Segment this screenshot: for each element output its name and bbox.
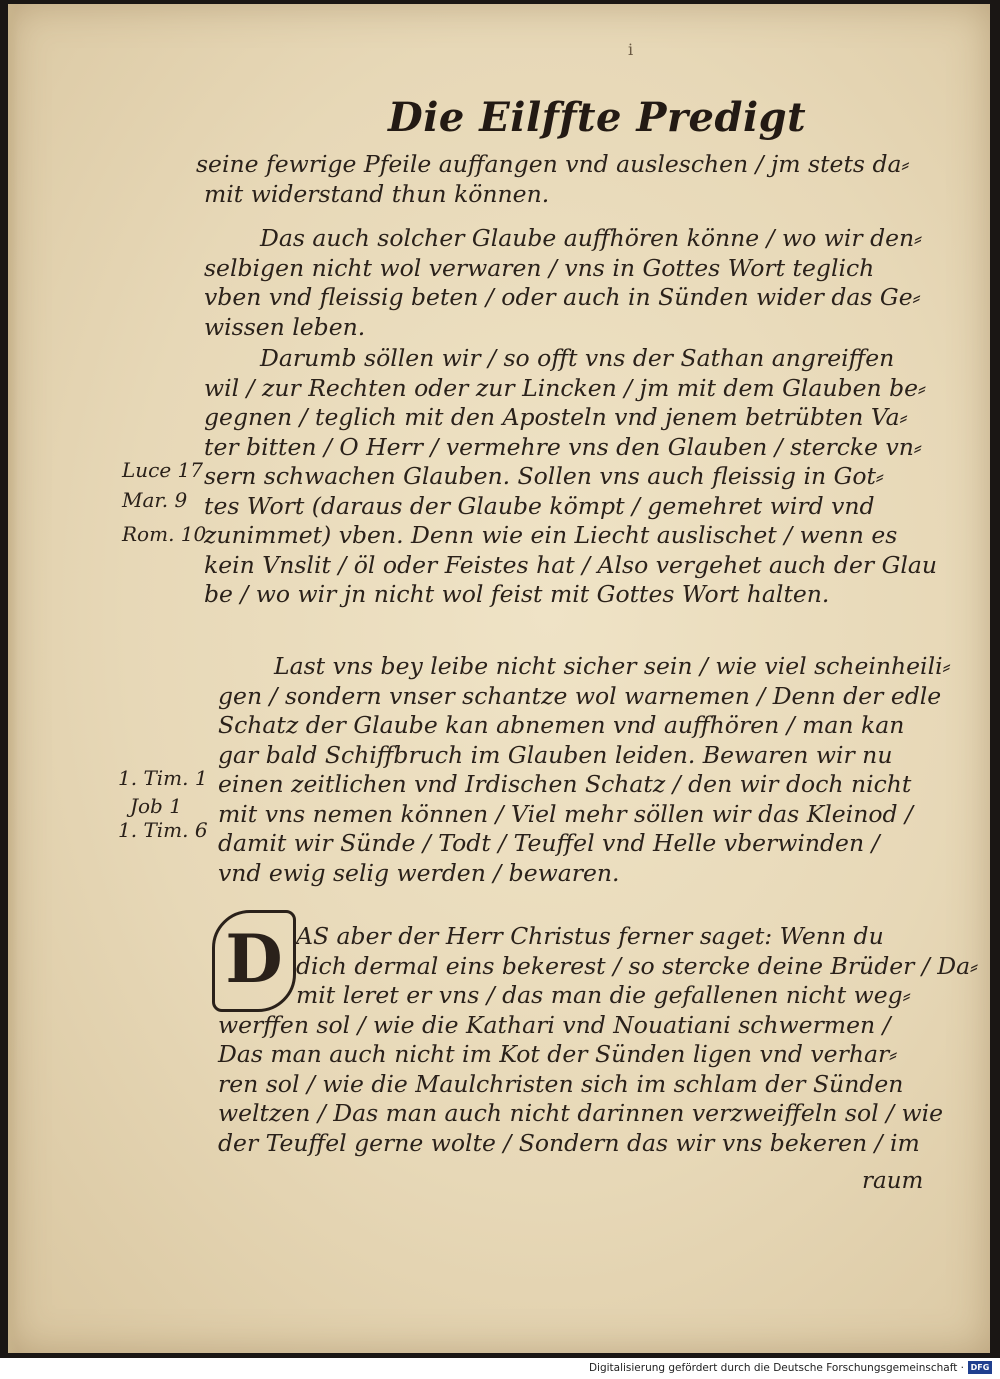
text-line: werffen sol / wie die Kathari vnd Nouatiani schwermen /: [218, 1010, 891, 1039]
text-line: vnd ewig selig werden / bewaren.: [218, 858, 620, 887]
paragraph-3: [196, 344, 936, 610]
text-line: mit widerstand thun können.: [204, 179, 550, 208]
paragraph-4: [196, 652, 951, 888]
catchword: raum: [862, 1168, 924, 1194]
text-line: Das auch solcher Glaube auffhören könne / wo wir den⸗: [260, 224, 923, 252]
dfg-logo-icon[interactable]: DFG: [968, 1361, 992, 1374]
text-line: sern schwachen Glauben. Sollen vns auch fleissig in Got⸗: [204, 462, 884, 490]
text-line: vben vnd fleissig beten / oder auch in Sünden wider das Ge⸗: [204, 283, 921, 311]
text-line: damit wir Sünde / Todt / Teuffel vnd Helle vberwinden /: [218, 829, 880, 857]
text-line: Das man auch nicht im Kot der Sünden ligen vnd verhar⸗: [218, 1040, 898, 1068]
page-edge-shadow: [8, 4, 18, 1353]
decorated-initial: D: [212, 910, 296, 1012]
footer-bar: [0, 1358, 1000, 1379]
text-line: tes Wort (daraus der Glaube kömpt / gemehret wird vnd: [204, 491, 875, 520]
text-line: be / wo wir jn nicht wol feist mit Gottes Wort halten.: [204, 580, 830, 608]
text-line: wissen leben.: [204, 312, 366, 341]
paragraph-1: [196, 150, 936, 209]
footer-credit: Digitalisierung gefördert durch die Deutsche Forschungsgemeinschaft ·: [588, 1362, 964, 1374]
paragraph-2: [196, 224, 936, 342]
margin-note: 1. Tim. 1: [118, 766, 208, 790]
margin-note: Rom. 10: [122, 522, 207, 546]
margin-note: Job 1: [130, 794, 182, 818]
margin-note: 1. Tim. 6: [118, 818, 208, 842]
text-line: Last vns bey leibe nicht sicher sein / wie viel scheinheili⸗: [274, 652, 951, 680]
text-line: kein Vnslit / öl oder Feistes hat / Also vergehet auch der Glau: [204, 550, 938, 579]
text-line: gegnen / teglich mit den Aposteln vnd jenem betrübten Va⸗: [204, 403, 908, 431]
paragraph-5: [196, 922, 978, 1158]
text-line: wil / zur Rechten oder zur Lincken / jm mit dem Glauben be⸗: [204, 373, 926, 402]
text-line: seine fewrige Pfeile auffangen vnd ausleschen / jm stets da⸗: [196, 150, 910, 178]
text-line: Darumb söllen wir / so offt vns der Sathan angreiffen: [260, 344, 895, 372]
text-line: gar bald Schiffbruch im Glauben leiden. Bewaren wir nu: [218, 740, 893, 769]
text-line: ter bitten / O Herr / vermehre vns den Glauben / stercke vn⸗: [204, 432, 922, 461]
text-line: AS aber der Herr Christus ferner saget: Wenn du: [296, 922, 884, 950]
text-line: dich dermal eins bekerest / so stercke deine Brüder / Da⸗: [296, 951, 978, 980]
margin-note: Mar. 9: [122, 488, 188, 512]
text-line: zunimmet) vben. Denn wie ein Liecht auslischet / wenn es: [204, 521, 898, 549]
text-line: Schatz der Glaube kan abnemen vnd auffhören / man kan: [218, 711, 905, 739]
running-head: Die Eilffte Predigt: [388, 94, 807, 141]
text-line: mit leret er vns / das man die gefallenen nicht weg⸗: [296, 981, 911, 1009]
page-mark: i: [628, 40, 634, 59]
text-line: ren sol / wie die Maulchristen sich im schlam der Sünden: [218, 1069, 904, 1098]
text-line: mit vns nemen können / Viel mehr söllen wir das Kleinod /: [218, 799, 913, 828]
text-line: gen / sondern vnser schantze wol warnemen / Denn der edle: [218, 681, 942, 710]
text-line: einen zeitlichen vnd Irdischen Schatz / den wir doch nicht: [218, 770, 912, 798]
text-line: der Teuffel gerne wolte / Sondern das wir vns bekeren / im: [218, 1128, 920, 1157]
text-line: selbigen nicht wol verwaren / vns in Gottes Wort teglich: [204, 253, 875, 282]
text-line: weltzen / Das man auch nicht darinnen verzweiffeln sol / wie: [218, 1099, 944, 1127]
margin-note: Luce 17: [122, 458, 204, 482]
